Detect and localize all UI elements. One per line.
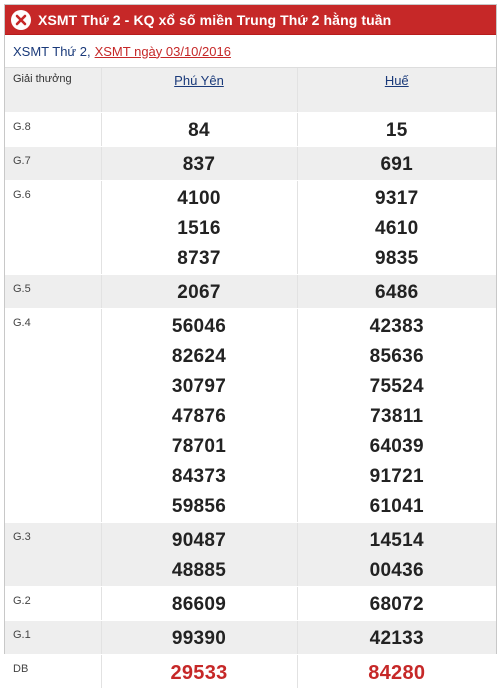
prize-label: G.6 — [5, 180, 101, 274]
prize-row — [5, 620, 496, 654]
result-number: 68072 — [369, 593, 424, 615]
result-number: 4100 — [177, 187, 221, 209]
result-number: 64039 — [369, 435, 424, 457]
result-number: 9317 — [375, 187, 419, 209]
prize-row — [5, 308, 496, 522]
result-number: 48885 — [171, 559, 227, 581]
hue-cell — [297, 112, 496, 146]
special-prize-number: 84280 — [368, 661, 426, 684]
phu-yen-cell — [101, 522, 297, 586]
prize-row — [5, 180, 496, 274]
breadcrumb-day-link[interactable]: XSMT Thứ 2, — [13, 43, 91, 59]
result-number: 78701 — [171, 435, 227, 457]
province-link-hue[interactable]: Huế — [297, 68, 496, 112]
panel-title: XSMT Thứ 2 - KQ xổ số miền Trung Thứ 2 hằng tuần — [38, 11, 392, 28]
result-number: 56046 — [171, 315, 227, 337]
result-number: 42383 — [369, 315, 424, 337]
results-body — [5, 112, 496, 688]
hue-cell — [297, 308, 496, 522]
hue-cell — [297, 586, 496, 620]
result-number: 4610 — [375, 217, 419, 239]
result-number: 15 — [385, 119, 408, 141]
hue-cell — [297, 620, 496, 654]
prize-label: G.4 — [5, 308, 101, 522]
result-number: 59856 — [171, 495, 227, 517]
phu-yen-cell — [101, 586, 297, 620]
breadcrumb — [5, 35, 496, 68]
result-number: 91721 — [369, 465, 424, 487]
result-number: 86609 — [171, 593, 227, 615]
phu-yen-cell — [101, 274, 297, 308]
result-number: 6486 — [375, 281, 419, 303]
hue-cell — [297, 180, 496, 274]
result-number: 82624 — [171, 345, 227, 367]
prize-row — [5, 112, 496, 146]
result-number: 9835 — [375, 247, 419, 269]
panel-header — [5, 5, 496, 35]
prize-label: G.7 — [5, 146, 101, 180]
phu-yen-cell — [101, 308, 297, 522]
hue-cell — [297, 146, 496, 180]
prize-row — [5, 522, 496, 586]
result-number: 84373 — [171, 465, 227, 487]
results-panel — [4, 4, 497, 684]
result-number: 73811 — [370, 405, 424, 427]
phu-yen-cell — [101, 112, 297, 146]
result-number: 61041 — [369, 495, 424, 517]
result-number: 75524 — [369, 375, 424, 397]
result-number: 47876 — [171, 405, 227, 427]
result-number: 00436 — [369, 559, 424, 581]
result-number: 691 — [380, 153, 414, 175]
phu-yen-cell — [101, 654, 297, 688]
result-number: 90487 — [171, 529, 227, 551]
prize-label: G.5 — [5, 274, 101, 308]
prize-label: G.8 — [5, 112, 101, 146]
result-number: 30797 — [171, 375, 227, 397]
result-number: 42133 — [369, 627, 424, 649]
result-number: 8737 — [177, 247, 221, 269]
prize-label: DB — [5, 654, 101, 688]
prize-row — [5, 274, 496, 308]
prize-label: G.1 — [5, 620, 101, 654]
phu-yen-cell — [101, 146, 297, 180]
prize-row — [5, 654, 496, 688]
prize-label: G.2 — [5, 586, 101, 620]
result-number: 837 — [182, 153, 216, 175]
hue-cell — [297, 274, 496, 308]
prize-row — [5, 586, 496, 620]
prize-row — [5, 146, 496, 180]
result-number: 84 — [188, 119, 210, 141]
result-number: 85636 — [369, 345, 424, 367]
special-prize-number: 29533 — [170, 661, 228, 684]
results-table — [5, 68, 496, 689]
result-number: 2067 — [177, 281, 221, 303]
phu-yen-cell — [101, 180, 297, 274]
result-number: 99390 — [171, 627, 227, 649]
x-logo-icon — [11, 10, 31, 30]
breadcrumb-date-link[interactable]: XSMT ngày 03/10/2016 — [94, 43, 231, 59]
hue-cell — [297, 522, 496, 586]
result-number: 1516 — [177, 217, 221, 239]
province-link-phu-yen[interactable]: Phú Yên — [101, 68, 297, 112]
prize-label: G.3 — [5, 522, 101, 586]
phu-yen-cell — [101, 620, 297, 654]
prize-column-header: Giải thưởng — [5, 68, 101, 112]
hue-cell — [297, 654, 496, 688]
result-number: 14514 — [369, 529, 424, 551]
